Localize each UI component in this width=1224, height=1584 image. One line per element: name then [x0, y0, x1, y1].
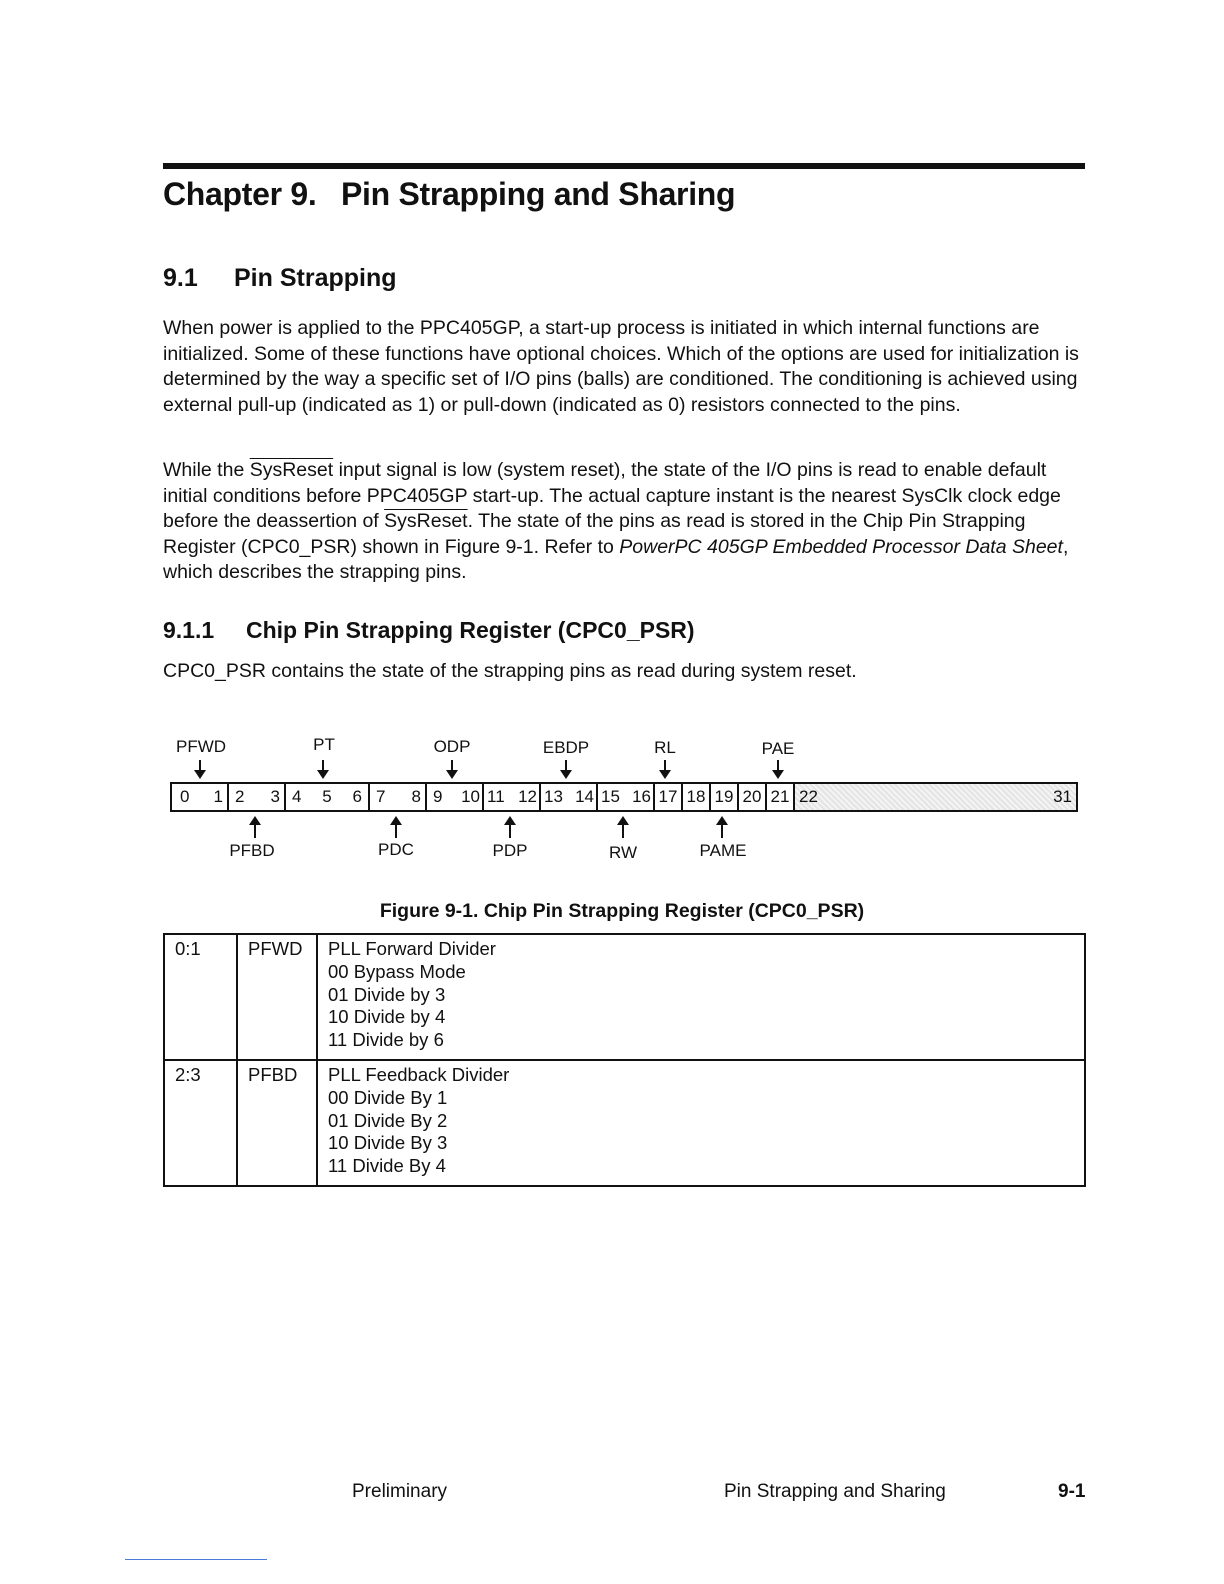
bit-number: 17 [658, 787, 678, 806]
bit-number: 0 [180, 787, 190, 806]
description-line: 10 Divide By 3 [328, 1132, 448, 1154]
section-title: Pin Strapping [234, 264, 397, 292]
description-line: PLL Feedback Divider [328, 1063, 510, 1085]
field-label-odp: ODP [433, 737, 471, 756]
sysreset-paragraph [163, 458, 1088, 586]
bit-number: 16 [632, 787, 651, 806]
bit-cell-18 [683, 784, 711, 810]
bit-number: 9 [433, 787, 443, 806]
field-description [317, 1060, 1085, 1186]
bit-number: 10 [461, 787, 480, 806]
subsection-title: Chip Pin Strapping Register (CPC0_PSR) [246, 617, 695, 643]
description-line: PLL Forward Divider [328, 938, 496, 959]
bit-cell-0-1 [172, 784, 229, 810]
chapter-title-text: Pin Strapping and Sharing [341, 176, 736, 212]
table-row [164, 1060, 1085, 1186]
figure-caption: Figure 9-1. Chip Pin Strapping Register (CPC0_PSR) [379, 900, 865, 922]
description-line: 10 Divide by 4 [328, 1006, 446, 1028]
register-fields-table [163, 933, 1086, 1187]
bit-number: 13 [544, 787, 563, 806]
field-label-pfwd: PFWD [175, 737, 227, 756]
field-bits: 0:1 [164, 934, 237, 1060]
description-line: 00 Divide By 1 [328, 1086, 448, 1108]
bit-number: 31 [1053, 787, 1072, 806]
paragraph-text: input signal is low (system reset), the state of the I/O pins is read to enable default initial conditions before PPC405GP start-up. The actual capture instant is the nearest SysClk clock edge before the deassertion of [163, 459, 1061, 532]
field-label-pdp: PDP [492, 841, 528, 860]
field-label-rl: RL [654, 738, 676, 757]
paragraph-text: While the [163, 459, 250, 481]
table-row [164, 934, 1085, 1060]
field-label-pt: PT [313, 735, 335, 754]
field-name: PFBD [237, 1060, 317, 1186]
field-label-pdc: PDC [378, 840, 414, 859]
bit-number: 12 [518, 787, 537, 806]
field-label-pame: PAME [699, 841, 747, 860]
bit-cell-2-3 [229, 784, 286, 810]
bit-number: 22 [799, 787, 818, 806]
description-line: 01 Divide by 3 [328, 983, 446, 1005]
bit-number: 6 [352, 787, 362, 806]
section-number: 9.1 [163, 264, 198, 292]
bit-number: 1 [213, 787, 223, 806]
page-number: 9-1 [1058, 1481, 1086, 1502]
field-label-pfbd: PFBD [229, 841, 275, 860]
bit-cell-17 [655, 784, 683, 810]
bit-number: 14 [575, 787, 594, 806]
bit-number: 21 [770, 787, 790, 806]
footer-chapter-title: Pin Strapping and Sharing [724, 1481, 946, 1502]
bit-number: 11 [487, 787, 505, 806]
intro-paragraph: When power is applied to the PPC405GP, a start-up process is initiated in which internal functions are initialized. Some of these functions have optional choices. Which of the options are used for initialization is determined by the way a specific set of I/O pins (balls) are conditioned. The conditioning is achieved using external pull-up (indicated as 1) or pull-down (indicated as 0) resistors connected to the pins. [163, 317, 1079, 416]
bit-number: 20 [742, 787, 762, 806]
bit-cell-11-12 [484, 784, 541, 810]
subsection-number: 9.1.1 [163, 617, 215, 643]
bit-number: 3 [270, 787, 280, 806]
field-description [317, 934, 1085, 1060]
bit-number: 15 [601, 787, 620, 806]
datasheet-reference: PowerPC 405GP Embedded Processor Data Sheet [619, 535, 1063, 558]
description-line: 01 Divide By 2 [328, 1109, 448, 1131]
description-line: 11 Divide by 6 [328, 1029, 444, 1051]
bit-number: 5 [322, 787, 332, 806]
bit-cell-7-8 [370, 784, 427, 810]
field-label-pae: PAE [761, 739, 795, 758]
bit-number: 19 [714, 787, 734, 806]
bit-number: 4 [292, 787, 302, 806]
subsection-heading [163, 617, 695, 644]
page-edge-line [125, 1559, 267, 1560]
sysreset-signal: SysReset [384, 510, 468, 532]
paragraph-text: , which describes the strapping pins. [163, 535, 1069, 583]
bit-cell-reserved-22-31 [795, 784, 1076, 810]
bit-cell-15-16 [598, 784, 655, 810]
footer-status: Preliminary [352, 1481, 448, 1502]
bit-cell-13-14 [541, 784, 598, 810]
register-description: CPC0_PSR contains the state of the strapping pins as read during system reset. [163, 660, 857, 682]
register-bit-row [170, 782, 1078, 812]
field-name: PFWD [237, 934, 317, 1060]
field-label-ebdp: EBDP [542, 738, 590, 757]
chapter-title [163, 176, 735, 213]
field-bits: 2:3 [164, 1060, 237, 1186]
chapter-number: Chapter 9. [163, 176, 317, 212]
description-line: 11 Divide By 4 [328, 1155, 446, 1177]
chapter-rule [163, 163, 1085, 169]
bit-cell-4-6 [286, 784, 370, 810]
bit-number: 7 [376, 787, 386, 806]
section-heading [163, 264, 397, 293]
field-label-rw: RW [608, 843, 638, 862]
bit-number: 8 [411, 787, 421, 806]
bit-number: 18 [686, 787, 706, 806]
bit-cell-21 [767, 784, 795, 810]
bit-cell-20 [739, 784, 767, 810]
bit-number: 2 [235, 787, 245, 806]
sysreset-signal: SysReset [249, 459, 334, 481]
bit-cell-19 [711, 784, 739, 810]
description-line: 00 Bypass Mode [328, 960, 466, 982]
bit-cell-9-10 [427, 784, 484, 810]
paragraph-text: . The state of the pins as read is stored in the Chip Pin Strapping Register (CPC0_PSR) shown in Figure 9-1. Refer to [163, 510, 1026, 558]
